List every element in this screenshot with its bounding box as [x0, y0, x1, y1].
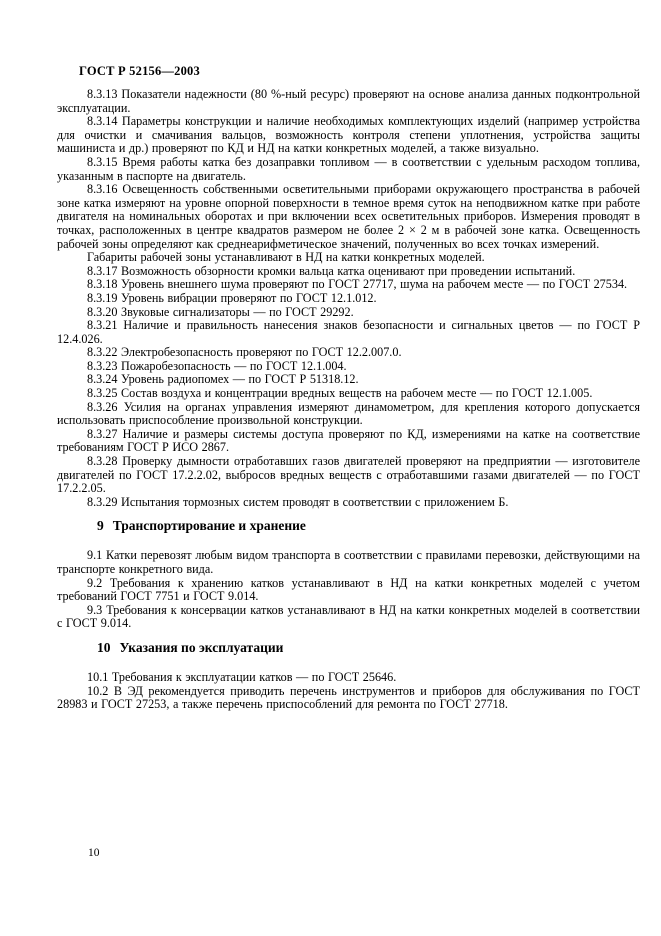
- section-9-number: 9: [97, 518, 104, 534]
- clause-10-2: 10.2 В ЭД рекомендуется приводить перечень инструментов и приборов для обслуживания по ГОСТ 28983 и ГОСТ 27253, а также перечень приспособлений для ремонта по ГОСТ 27718.: [57, 683, 640, 712]
- clause-9-1: 9.1 Катки перевозят любым видом транспорта в соответствии с правилами перевозки, действующими на транспорте конкретного вида.: [57, 548, 640, 576]
- clause-8-3-27: 8.3.27 Наличие и размеры системы доступа проверяют по КД, измерениями на катке на соответствие требованиям ГОСТ Р ИСО 2867.: [57, 426, 640, 455]
- clause-8-3-17: 8.3.17 Возможность обзорности кромки вальца катка оценивают при проведении испытаний.: [87, 263, 576, 278]
- clause-8-3-25: 8.3.25 Состав воздуха и концентрации вредных веществ на рабочем месте — по ГОСТ 12.1.005.: [87, 386, 593, 401]
- clause-8-3-21: 8.3.21 Наличие и правильность нанесения знаков безопасности и сигнальных цветов — по ГОСТ Р 12.4.026.: [57, 318, 640, 346]
- clause-9-3: 9.3 Требования к консервации катков устанавливают в НД на катки конкретных моделей в соответствии с ГОСТ 9.014.: [57, 602, 640, 631]
- section-10-title: Указания по эксплуатации: [119, 639, 284, 655]
- section-9-heading: [97, 519, 640, 533]
- clause-8-3-26: 8.3.26 Усилия на органах управления измеряют динамометром, для крепления которого допускается использовать приспособление произвольной конструкции.: [57, 399, 640, 428]
- section-10-number: 10: [97, 639, 111, 655]
- clause-8-3-18: 8.3.18 Уровень внешнего шума проверяют по ГОСТ 27717, шума на рабочем месте — по ГОСТ 27534.: [87, 277, 628, 292]
- clause-8-3-19: 8.3.19 Уровень вибрации проверяют по ГОСТ 12.1.012.: [87, 290, 377, 305]
- running-header: ГОСТ Р 52156—2003: [79, 64, 200, 78]
- clause-8-3-29: 8.3.29 Испытания тормозных систем проводят в соответствии с приложением Б.: [87, 494, 509, 509]
- clause-8-3-28: 8.3.28 Проверку дымности отработавших газов двигателей проверяют на предприятии — изготовителе двигателей по ГОСТ 17.2.2.02, выбросов вредных веществ с отработавшими газами двигателей — по ГОСТ 17.2.2.05.: [57, 454, 640, 496]
- clause-8-3-20: 8.3.20 Звуковые сигнализаторы — по ГОСТ 29292.: [87, 304, 354, 319]
- clause-8-3-22: 8.3.22 Электробезопасность проверяют по ГОСТ 12.2.007.0.: [87, 345, 402, 360]
- clause-8-3-16: 8.3.16 Освещенность собственными осветительными приборами окружающего пространства в рабочей зоне катка измеряют на уровне опорной поверхности в темное время суток на неподвижном катке при работе двигателя на номинальных оборотах и при включении всех осветительных приборов. Измерения проводят в точках, расположенных в центре квадратов размером не более 2 × 2 м в рабочей зоне катка. Освещенность рабочей зоны определяют как среднеарифметическое значений, полученных во всех точках измерений.: [57, 182, 640, 251]
- page-number: 10: [88, 847, 100, 859]
- clause-8-3-24: 8.3.24 Уровень радиопомех — по ГОСТ Р 51318.12.: [87, 372, 359, 387]
- clause-10-1: 10.1 Требования к эксплуатации катков — по ГОСТ 25646.: [87, 669, 397, 684]
- document-body: [57, 88, 640, 712]
- section-9-title: Транспортирование и хранение: [112, 518, 306, 534]
- clause-8-3-23: 8.3.23 Пожаробезопасность — по ГОСТ 12.1.004.: [87, 358, 347, 373]
- clause-8-3-14: 8.3.14 Параметры конструкции и наличие необходимых комплектующих изделий (например устройства для очистки и смачивания вальцов, возможность контроля степени уплотнения, устройства защиты машиниста и др.) проверяют по КД и НД на катки конкретных моделей, а также визуально.: [57, 114, 640, 156]
- section-10-heading: [97, 641, 640, 655]
- clause-8-3-13: 8.3.13 Показатели надежности (80 %-ный ресурс) проверяют на основе анализа данных подконтрольной эксплуатации.: [57, 87, 640, 115]
- clause-9-2: 9.2 Требования к хранению катков устанавливают в НД на катки конкретных моделей с учетом требований ГОСТ 7751 и ГОСТ 9.014.: [57, 575, 640, 604]
- clause-8-3-15: 8.3.15 Время работы катка без дозаправки топливом — в соответствии с удельным расходом топлива, указанным в паспорте на двигатель.: [57, 154, 640, 183]
- clause-8-3-16-note: Габариты рабочей зоны устанавливают в НД на катки конкретных моделей.: [87, 250, 485, 265]
